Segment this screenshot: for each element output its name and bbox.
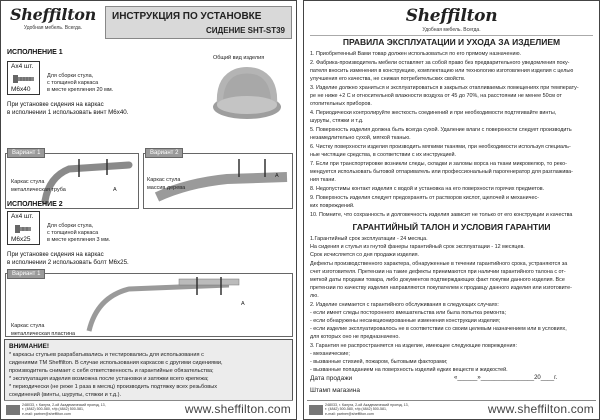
rule-line: 3. Изделие должно храниться и эксплуатироваться в закрытых отапливаемых помещениях при температу- <box>310 85 579 91</box>
warranty-line: Срок исчисляется со дня продажи изделия. <box>310 252 420 258</box>
general-view-caption: Общий вид изделия <box>213 55 265 61</box>
warranty-line: Дефекты производственного характера, обнаруженные в течении гарантийного срока, устраняются за <box>310 261 568 267</box>
warranty-line: - вызванные попаданием на поверхность изделий едких веществ и жидкостей. <box>310 367 508 373</box>
rule-line: ких повреждений. <box>310 203 355 209</box>
address-line: 248033, г. Калуга, 2-ой Академический проезд, 13, <box>325 403 409 407</box>
exec2-qty: Ах4 шт. <box>11 213 34 220</box>
note-line: Для сборки стула, <box>47 223 94 229</box>
warranty-line: для которых оно не предназначено. <box>310 334 400 340</box>
rule-line: мендуется использовать бытовой отпариватель или профессиональный парогенератор для разглажива- <box>310 169 573 175</box>
footer-address <box>22 403 106 416</box>
rule-line: улучшения его качества, не снижая потребительских свойств. <box>310 76 466 82</box>
footer-logo-icon <box>309 405 323 415</box>
rule-line: 7. Если при транспортировке возникли следы, складки и заломы ворса на ткани микровелюр, то реко- <box>310 161 567 167</box>
left-header <box>1 1 296 41</box>
exec2-install-note-1: При установке сидения на каркас <box>7 251 104 258</box>
warranty-line: меткой даты продажи товара, либо документов подтверждающих факт покупки данного изделия. Все <box>310 277 565 283</box>
warranty-line: - вызванные стихией, пожаром, бытовыми факторами; <box>310 359 448 365</box>
warranty-title: ГАРАНТИЙНЫЙ ТАЛОН И УСЛОВИЯ ГАРАНТИИ <box>352 222 551 232</box>
exec2-qty-note <box>47 223 110 244</box>
address-line: 248033, г. Калуга, 2-ой Академический проезд, 13, <box>22 403 106 407</box>
exec2-frame-label-a: Каркас стула <box>11 323 45 329</box>
footer-website: www.sheffilton.com <box>184 402 291 416</box>
stamp-label: Штамп магазина <box>310 387 360 394</box>
rule-line: 6. Чистку поверхности изделия производить мягкими тканями, при необходимости используя специаль- <box>310 144 571 150</box>
attention-line: * периодически (не реже 1 раза в месяц) производить подтяжку всех резьбовых <box>9 384 218 390</box>
exec1-bolt-size: М6х40 <box>11 86 31 93</box>
page-title: ИНСТРУКЦИЯ ПО УСТАНОВКЕ <box>112 11 262 22</box>
warranty-line: лю. <box>310 293 319 299</box>
footer-logo-icon <box>6 405 20 415</box>
exec2-qty-box <box>7 211 40 245</box>
exec1-mark-a: A <box>113 187 117 193</box>
attention-box <box>4 339 293 401</box>
attention-line: * эксплуатация изделия возможна после установки и затяжки всего крепежа; <box>9 376 209 382</box>
exec1-variant1-label: Вариант 1 <box>7 148 45 158</box>
exec1-frame-label-2a: Каркас стула <box>147 177 181 183</box>
footer-address <box>325 403 409 416</box>
attention-line: производитель снимает с себя ответственность и гарантийные обязательства; <box>9 368 214 374</box>
exec1-mark-a-2: A <box>275 173 279 179</box>
exec1-qty: Ах4 шт. <box>11 63 34 70</box>
logo-name: Sheffilton <box>10 5 96 24</box>
attention-title: ВНИМАНИЕ! <box>9 343 50 350</box>
logo-name: Sheffilton <box>405 6 498 26</box>
rule-line: 10. Помните, что сохранность и долговечность изделия зависит не только от его конструкции и качества <box>310 212 573 218</box>
rule-line: ния ткани. <box>310 177 336 183</box>
attention-line: соединений (винты, шурупы, стяжки и т.д.). <box>9 392 122 398</box>
rule-line: 4. Периодически контролируйте жесткость соединений и при необходимости подтягивайте винты, <box>310 110 557 116</box>
warranty-line: 1.Гарантийный срок эксплуатации - 24 месяца. <box>310 236 428 242</box>
warranty-line: На сидения и стулья из гнутой фанеры гарантийный срок эксплуатации - 12 месяцев. <box>310 244 525 250</box>
note-line: с толщиной каркаса <box>47 230 99 236</box>
warranty-line: - если имеет следы постороннего вмешательства или была попытка ремонта; <box>310 310 507 316</box>
rule-line: отопительных приборов. <box>310 101 372 107</box>
warranty-line: 2. Изделие снимается с гарантийного обслуживания в следующих случаях: <box>310 302 499 308</box>
warranty-line: 3. Гарантия не распространяется на изделие, имеющее следующие повреждения: <box>310 343 517 349</box>
exec2-label: ИСПОЛНЕНИЕ 2 <box>7 201 63 208</box>
exec2-variant1-label: Вариант 1 <box>7 269 45 279</box>
address-line: e-mail: partner@sheffilton.com <box>22 411 71 416</box>
attention-line: сидениями ТМ Sheffilton. В случае использования каркасов с другими сидениями, <box>9 360 223 366</box>
rule-line: ные чистящие средства, в соответствии с их инструкцией. <box>310 152 457 158</box>
note-line: в месте крепления 20 мм. <box>47 87 114 93</box>
address-line: т. (4842) 500-580, т/ф (4842) 500-581, <box>22 407 84 412</box>
exec1-install-note-2: в исполнении 1 использовать винт М6х40. <box>7 109 129 116</box>
address-line: e-mail: partner@sheffilton.com <box>325 411 374 416</box>
exec1-frame-label-1a: Каркас стула <box>11 179 45 185</box>
left-footer <box>4 400 293 416</box>
brand-logo <box>304 6 599 33</box>
rule-line: шурупы, стяжки и т.д. <box>310 118 364 124</box>
bolt-icon <box>12 73 36 85</box>
address-line: т. (4842) 500-580, т/ф (4842) 500-581, <box>325 407 387 412</box>
brand-logo <box>7 5 99 31</box>
warranty-sheet <box>303 0 600 420</box>
rule-line: 5. Поверхность изделия должна быть всегда сухой. Удаление влаги с поверхности следует производить <box>310 127 572 133</box>
note-line: Для сборки стула, <box>47 73 94 79</box>
page-subtitle: СИДЕНИЕ SHT-ST39 <box>206 26 285 35</box>
exec1-frame-label-1b: металлическая труба <box>11 187 66 193</box>
rule-line: 1. Приобретенный Вами товар должен использоваться по его прямому назначению. <box>310 51 521 57</box>
note-line: с толщиной каркаса <box>47 80 99 86</box>
warranty-line: - механические; <box>310 351 350 357</box>
exec1-qty-box <box>7 61 40 95</box>
exec1-variant2-label: Вариант 2 <box>145 148 183 158</box>
warranty-line: счет изготовителя. Претензии на такие дефекты принимаются при наличии гарантийного талона с от- <box>310 269 566 275</box>
bolt-icon <box>14 223 34 235</box>
rule-line: 2. Фабрика-производитель мебели оставляет за собой право без предварительного уведомления поку- <box>310 60 570 66</box>
exec2-install-note-2: в исполнении 2 использовать болт М6х25. <box>7 259 129 266</box>
right-footer <box>307 400 596 416</box>
exec1-frame-label-2b: массив дерева <box>147 185 186 191</box>
warranty-line: - если изделие эксплуатировалось не в соответствии со своим целевым назначением или в условиях, <box>310 326 567 332</box>
exec2-mark-a: A <box>241 301 245 307</box>
exec2-bolt-size: М6х25 <box>11 236 31 243</box>
exec1-label: ИСПОЛНЕНИЕ 1 <box>7 49 63 56</box>
exec1-install-note-1: При установке сидения на каркас <box>7 101 104 108</box>
footer-website: www.sheffilton.com <box>487 402 594 416</box>
warranty-line: претензии по качеству изделия направляются покупателем к продавцу данного изделия или изготовите- <box>310 285 572 291</box>
rule-line: пателя вносить изменения в конструкцию, комплектацию или технологию изготовления изделия с целью <box>310 68 574 74</box>
note-line: в месте крепления 3 мм. <box>47 237 111 243</box>
sale-date-label: Дата продажи <box>310 375 353 382</box>
rule-line: незамедлительно сухой, мягкой тканью. <box>310 135 411 141</box>
care-rules-title: ПРАВИЛА ЭКСПЛУАТАЦИИ И УХОДА ЗА ИЗДЕЛИЕМ <box>342 37 561 47</box>
exec1-qty-note <box>47 73 113 94</box>
sale-date-value: «______»________________20____г. <box>454 375 558 381</box>
divider <box>310 35 593 36</box>
installation-instruction-sheet <box>0 0 297 420</box>
rule-line: 9. Поверхность изделия следует предохранять от растворов кислот, щелочей и механичес- <box>310 195 539 201</box>
plate-frame-diagram <box>9 277 291 335</box>
rule-line: ре не ниже +2 С и относительной влажности воздуха от 45 до 70%, на расстоянии не менее 50см от <box>310 93 562 99</box>
title-box <box>105 6 292 39</box>
exec2-frame-label-b: металлическая пластина <box>11 331 76 337</box>
logo-tagline: Удобная мебель. Всегда. <box>422 27 481 33</box>
warranty-line: - если обнаружены несанкционированные изменения конструкции изделия; <box>310 318 501 324</box>
logo-tagline: Удобная мебель. Всегда. <box>23 25 83 31</box>
chair-seat-illustration <box>203 61 291 129</box>
attention-line: * каркасы стульев разрабатывались и тестировались для использования с <box>9 352 204 358</box>
rule-line: 8. Недопустимы контакт изделия с водой и установка на его поверхности горячих предметов. <box>310 186 545 192</box>
